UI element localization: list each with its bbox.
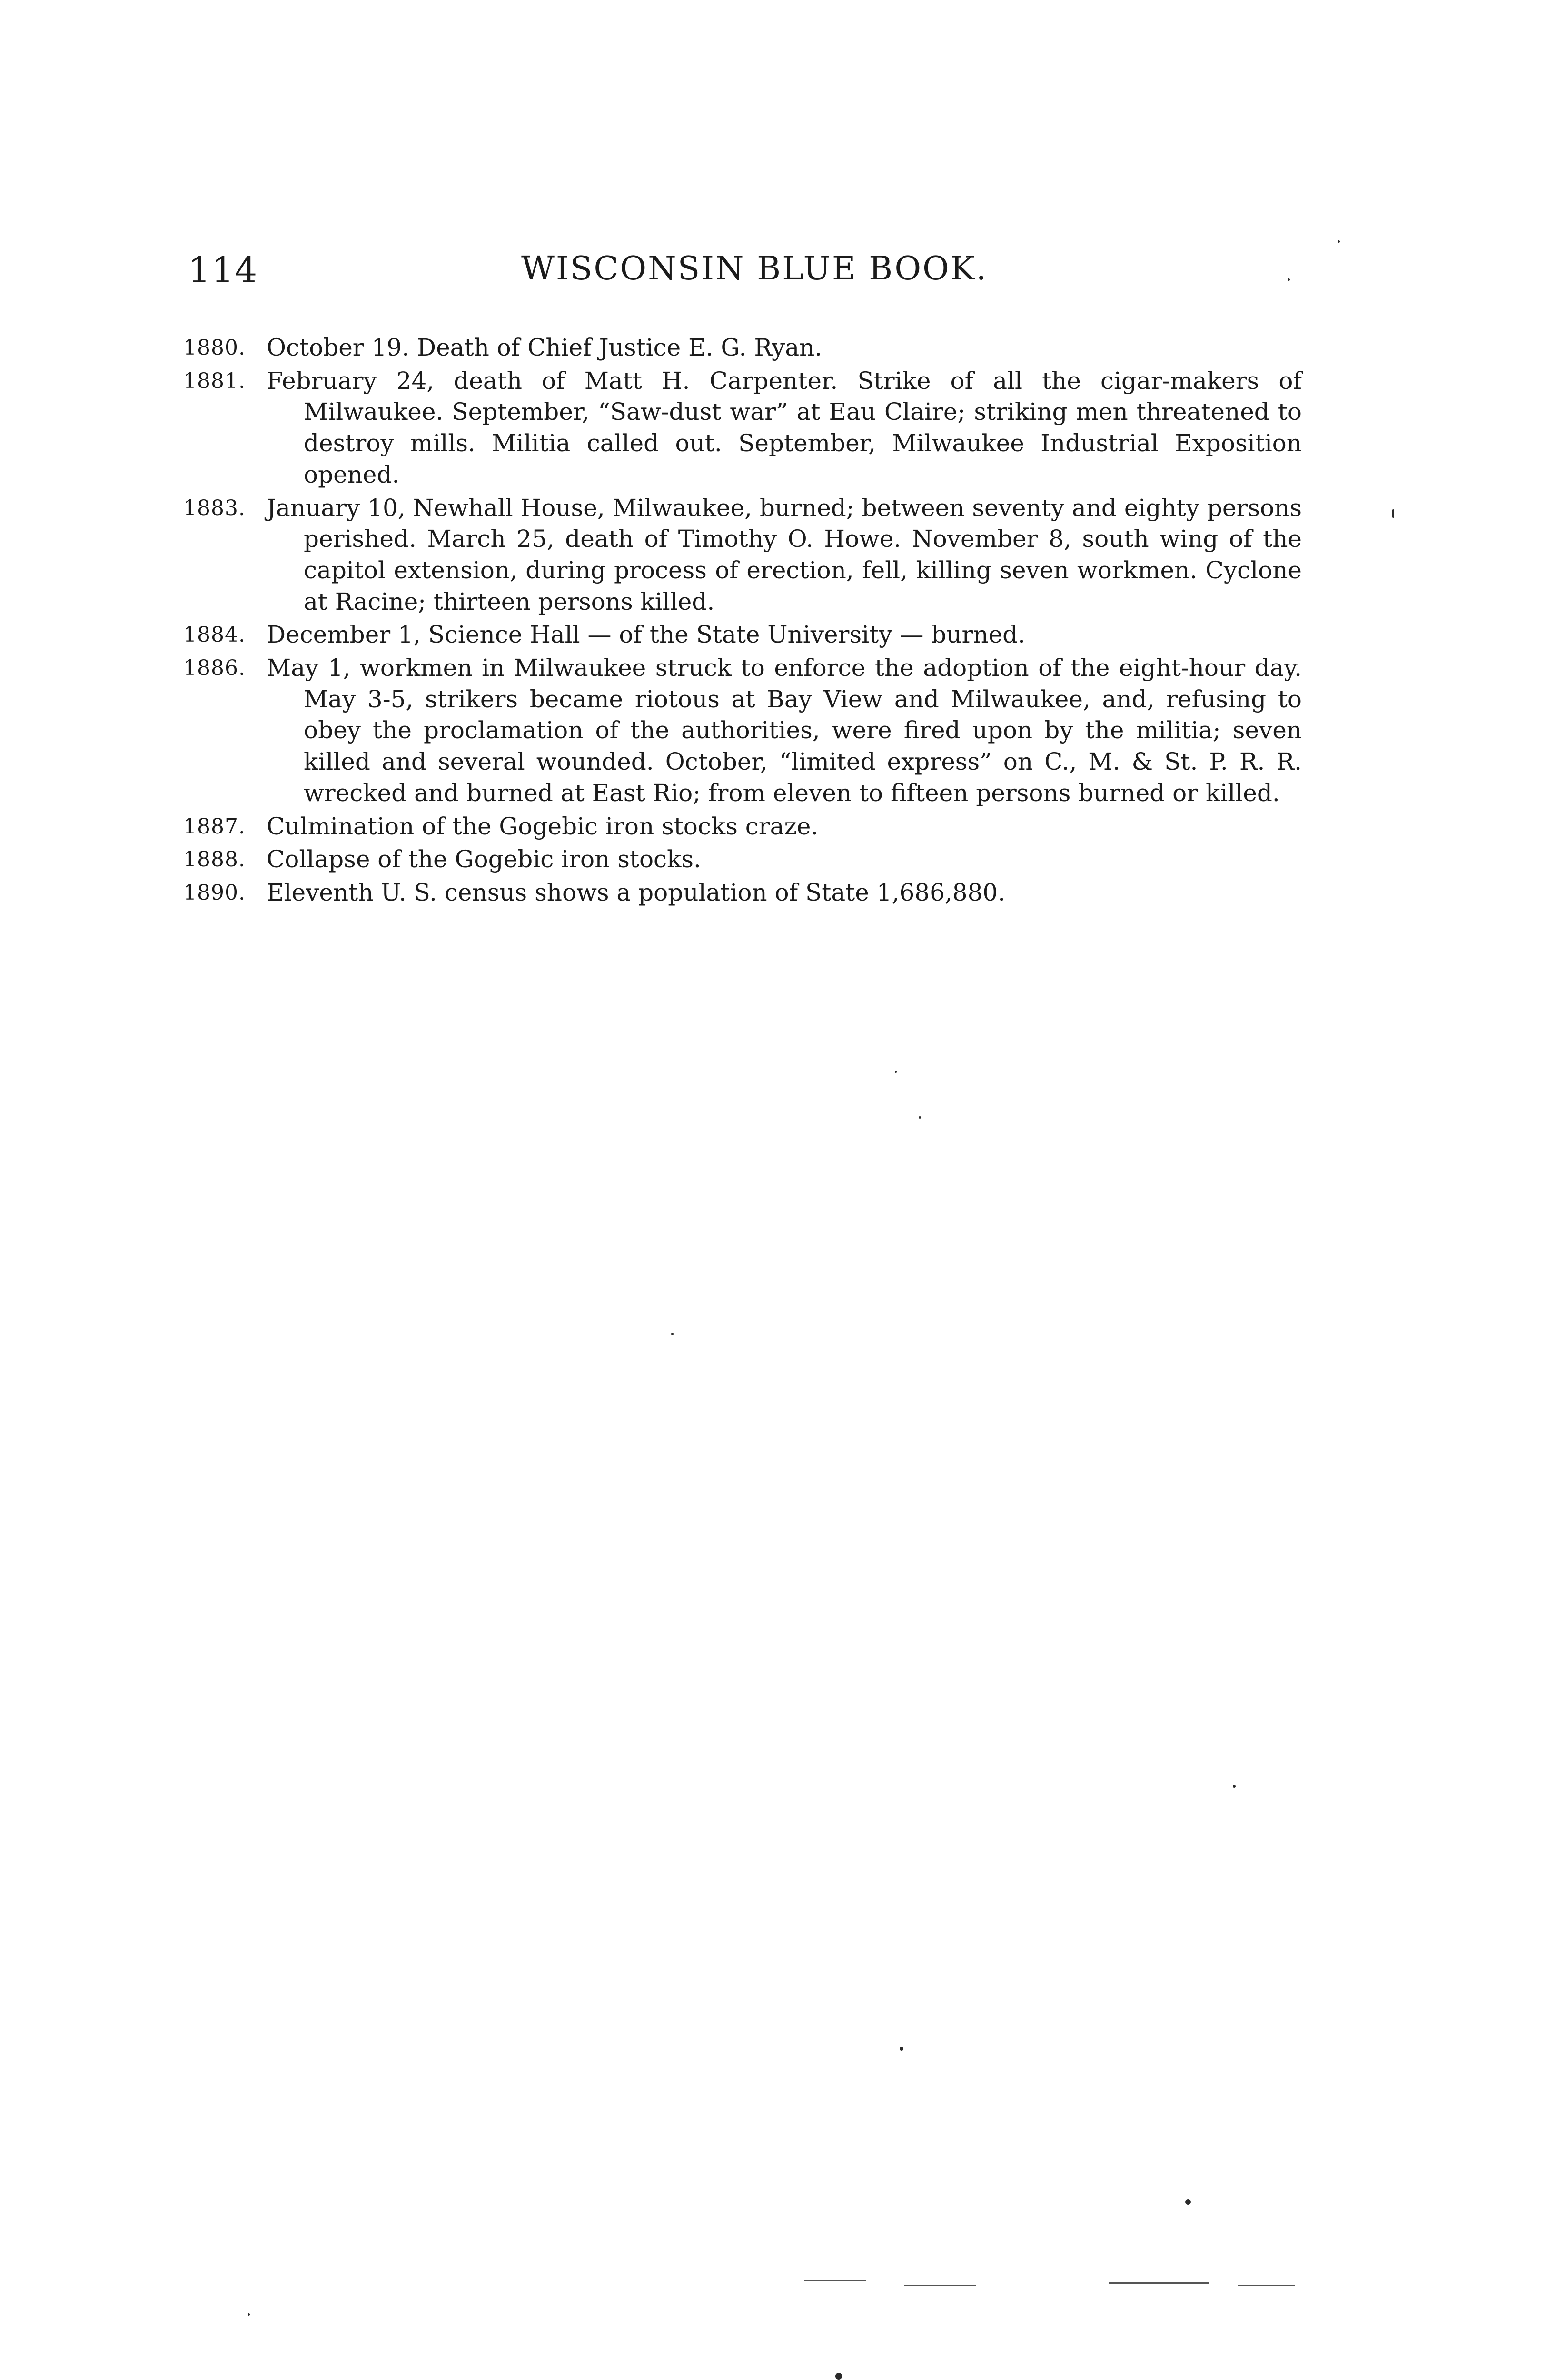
entry-year: 1888.: [183, 847, 246, 872]
chronology-entry: [183, 366, 1302, 491]
entry-year: 1887.: [183, 814, 246, 839]
entry-text: January 10, Newhall House, Milwaukee, burned; between seventy and eighty persons perished. March 25, death of Timothy O. Howe. November 8, south wing of the capitol extension, during process of erection, fell, killing seven workmen. Cyclone at Racine; thirteen persons killed.: [267, 494, 1302, 615]
scan-speck: [835, 2373, 842, 2380]
entry-text: May 1, workmen in Milwaukee struck to enforce the adoption of the eight-hour day. May 3-5, strikers became riotous at Bay View and Milwaukee, and, refusing to obey the proclamation of the authorities, were fired upon by the militia; seven killed and several wounded. October, “limited express” on C., M. & St. P. R. R. wrecked and burned at East Rio; from eleven to fifteen persons burned or killed.: [267, 654, 1302, 807]
chronology-list: [183, 332, 1302, 911]
entry-text: February 24, death of Matt H. Carpenter. Strike of all the cigar-makers of Milwaukee. September, “Saw-dust war” at Eau Claire; striking men threatened to destroy mills. Militia called out. September, Milwaukee Industrial Exposition opened.: [267, 367, 1302, 488]
entry-year: 1886.: [183, 656, 246, 681]
chronology-entry: [183, 877, 1302, 909]
entry-year: 1881.: [183, 368, 246, 393]
running-title: WISCONSIN BLUE BOOK.: [521, 250, 988, 288]
scan-speck: [895, 1071, 897, 1073]
scan-speck: [1185, 2199, 1191, 2205]
scan-speck: [1392, 509, 1394, 518]
entry-text: Collapse of the Gogebic iron stocks.: [267, 845, 701, 873]
scan-smudge: [1238, 2285, 1295, 2286]
page-number: 114: [188, 250, 258, 291]
entry-text: October 19. Death of Chief Justice E. G. Ryan.: [267, 334, 823, 361]
entry-year: 1884.: [183, 623, 246, 647]
chronology-entry: [183, 811, 1302, 843]
entry-text: Culmination of the Gogebic iron stocks craze.: [267, 812, 819, 840]
chronology-entry: [183, 332, 1302, 364]
scan-speck: [900, 2047, 903, 2051]
scan-smudge: [904, 2285, 976, 2286]
scan-speck: [1338, 240, 1340, 243]
scan-speck: [1288, 278, 1290, 281]
entry-year: 1880.: [183, 336, 246, 360]
scan-speck: [248, 2313, 250, 2316]
scan-speck: [1233, 1785, 1236, 1788]
scan-speck: [919, 1116, 921, 1119]
scan-smudge: [804, 2280, 866, 2281]
chronology-entry: [183, 493, 1302, 618]
chronology-entry: [183, 844, 1302, 875]
scan-speck: [671, 1333, 674, 1335]
chronology-entry: [183, 653, 1302, 809]
page-header: [188, 250, 1297, 293]
entry-year: 1883.: [183, 496, 246, 520]
scan-smudge: [1109, 2282, 1209, 2284]
entry-text: December 1, Science Hall — of the State University — burned.: [267, 621, 1026, 649]
chronology-entry: [183, 619, 1302, 651]
entry-text: Eleventh U. S. census shows a population of State 1,686,880.: [267, 878, 1006, 906]
entry-year: 1890.: [183, 880, 246, 905]
